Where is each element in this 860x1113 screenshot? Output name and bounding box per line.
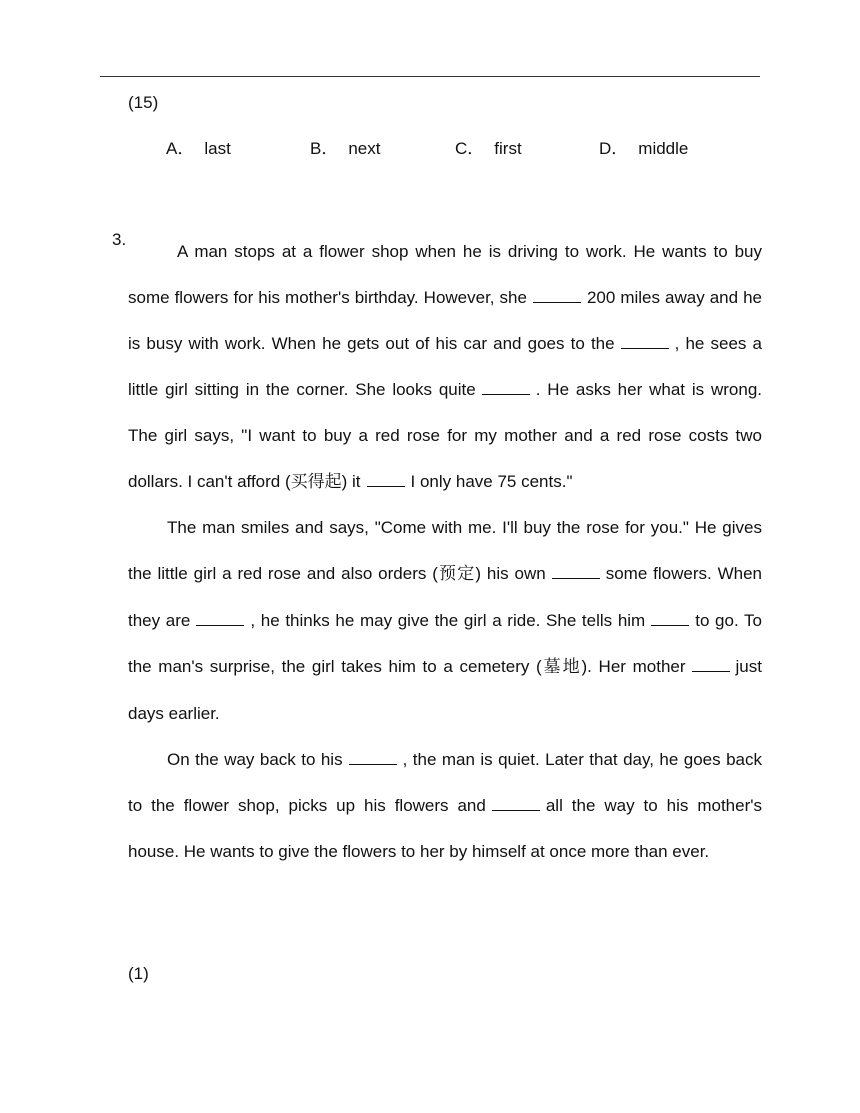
cloze-passage — [128, 229, 762, 875]
passage-text: A man stops at a flower shop when he is driving to work. He wants to buy some flowers for his mother's birthday. However, she — [128, 242, 762, 307]
option-b[interactable] — [310, 138, 380, 160]
blank-6[interactable] — [196, 608, 244, 626]
blank-3[interactable] — [482, 377, 530, 395]
option-text: next — [348, 139, 381, 158]
blank-8[interactable] — [692, 654, 730, 672]
passage-text: The man smiles and says, "Come with me. I'll buy the rose for you." He gives the little girl a red rose and also orders ( — [128, 518, 762, 584]
passage-text: ) his own — [475, 564, 546, 584]
option-text: middle — [638, 139, 689, 158]
blank-7[interactable] — [651, 608, 689, 626]
option-a[interactable] — [166, 138, 231, 160]
passage-text: ). Her mother — [581, 657, 686, 677]
chinese-gloss: 买得起 — [290, 471, 342, 492]
passage-text: ) it — [341, 471, 361, 491]
paragraph-1 — [128, 229, 762, 505]
paragraph-2 — [128, 505, 762, 737]
passage-text: , he thinks he may give the girl a ride. She tells him — [250, 611, 646, 631]
chinese-gloss: 预定 — [437, 564, 476, 585]
passage-text: I only have 75 cents." — [410, 471, 573, 491]
option-letter: A． — [166, 139, 195, 158]
passage-text: some flowers. When they are — [128, 564, 763, 631]
blank-2[interactable] — [621, 331, 669, 349]
question-number: 3. — [112, 230, 127, 249]
blank-4[interactable] — [367, 469, 405, 487]
answer-options — [0, 138, 860, 162]
passage-text: , the man is quiet. Later that day, he goes back to the flower shop, picks up his flowers and — [128, 749, 762, 815]
option-c[interactable] — [455, 138, 522, 160]
option-text: first — [494, 139, 522, 158]
option-letter: C． — [455, 139, 485, 158]
option-letter: D． — [599, 139, 629, 158]
passage-text: just days earlier. — [128, 657, 762, 724]
passage-text: . He asks her what is wrong. The girl says, "I want to buy a red rose for my mother and a red rose costs two dollars. I can't afford ( — [128, 379, 763, 491]
option-text: last — [204, 139, 231, 158]
passage-text: , he sees a little girl sitting in the corner. She looks quite — [128, 333, 762, 399]
chinese-gloss: 墓地 — [541, 657, 582, 678]
passage-text: On the way back to his — [167, 749, 343, 769]
blank-1[interactable] — [533, 285, 581, 303]
previous-question-number: (15) — [128, 93, 159, 112]
sub-question-number: (1) — [128, 964, 149, 983]
option-letter: B． — [310, 139, 339, 158]
top-divider — [100, 76, 760, 77]
passage-text: 200 miles away and he is busy with work. When he gets out of his car and goes to the — [128, 287, 762, 353]
paragraph-3 — [128, 737, 762, 875]
blank-9[interactable] — [349, 747, 397, 765]
option-d[interactable] — [599, 138, 688, 160]
passage-text: all the way to his mother's house. He wants to give the flowers to her by himself at once more than ever. — [128, 795, 762, 861]
blank-10[interactable] — [492, 793, 540, 811]
passage-text: to go. To the man's surprise, the girl takes him to a cemetery ( — [128, 611, 762, 677]
blank-5[interactable] — [552, 561, 600, 579]
